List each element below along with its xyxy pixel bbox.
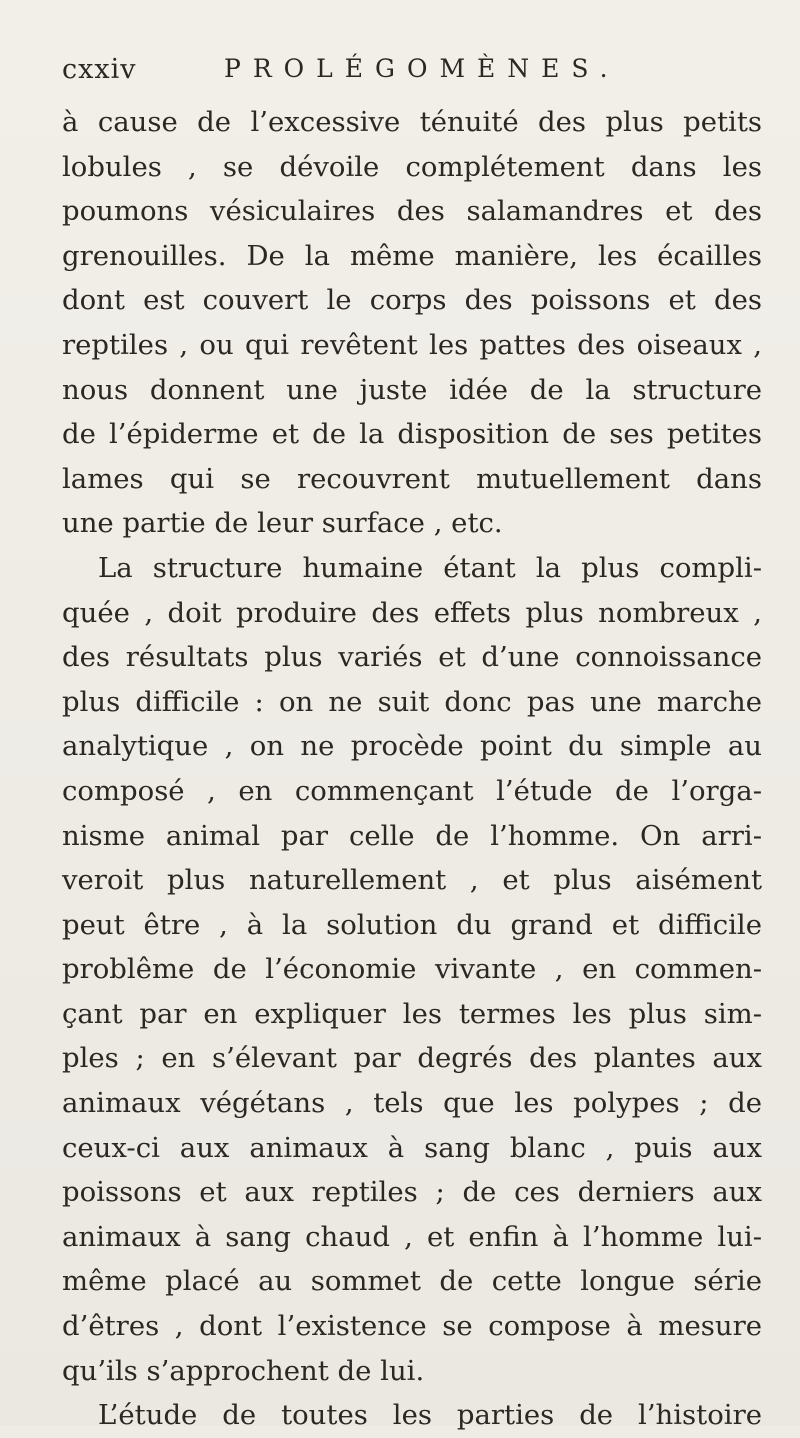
text-line: poissons et aux reptiles ; de ces derniers aux [62, 1176, 762, 1209]
text-line: nous donnent une juste idée de la structure [62, 373, 762, 406]
text-line: de l’épiderme et de la disposition de ses petites [62, 418, 762, 451]
text-line: reptiles , ou qui revêtent les pattes des oiseaux , [62, 328, 762, 361]
text-line: ceux-ci aux animaux à sang blanc , puis aux [62, 1131, 762, 1164]
text-line: veroit plus naturellement , et plus aisément [62, 864, 762, 897]
text-line: animaux à sang chaud , et enfin à l’homme lui- [62, 1220, 762, 1253]
text-line: lobules , se dévoile complétement dans les [62, 150, 762, 183]
text-line: même placé au sommet de cette longue série [62, 1265, 762, 1298]
text-line: d’êtres , dont l’existence se compose à mesure [62, 1310, 762, 1343]
text-line: à cause de l’excessive ténuité des plus petits [62, 106, 762, 138]
text-line: grenouilles. De la même manière, les écailles [62, 239, 762, 272]
text-line: dont est couvert le corps des poissons et des [62, 284, 762, 317]
page-header [62, 54, 762, 94]
text-line: quée , doit produire des effets plus nombreux , [62, 596, 762, 629]
text-line: animaux végétans , tels que les polypes ; de [62, 1087, 762, 1120]
text-line: ples ; en s’élevant par degrés des plantes aux [62, 1042, 762, 1075]
text-line: poumons vésiculaires des salamandres et des [62, 195, 762, 228]
text-line: peut être , à la solution du grand et difficile [62, 908, 762, 941]
text-line: analytique , on ne procède point du simple au [62, 730, 762, 763]
text-line: La structure humaine étant la plus compli- [98, 551, 762, 584]
text-line: nisme animal par celle de l’homme. On arri- [62, 819, 762, 852]
text-line: problême de l’économie vivante , en commen- [62, 953, 762, 986]
text-line: çant par en expliquer les termes les plus sim- [62, 997, 762, 1030]
text-line: une partie de leur surface , etc. [62, 507, 503, 540]
text-line: lames qui se recouvrent mutuellement dans [62, 462, 762, 495]
text-line: plus difficile : on ne suit donc pas une marche [62, 685, 762, 718]
running-title: PROLÉGOMÈNES. [224, 54, 620, 83]
text-line: L’étude de toutes les parties de l’histoire [98, 1399, 762, 1432]
body-text [62, 100, 762, 1438]
text-line: qu’ils s’approchent de lui. [62, 1354, 425, 1387]
page-number: cxxiv [62, 54, 137, 85]
text-line: des résultats plus variés et d’une connoissance [62, 641, 762, 674]
text-line: composé , en commençant l’étude de l’orga- [62, 774, 762, 807]
